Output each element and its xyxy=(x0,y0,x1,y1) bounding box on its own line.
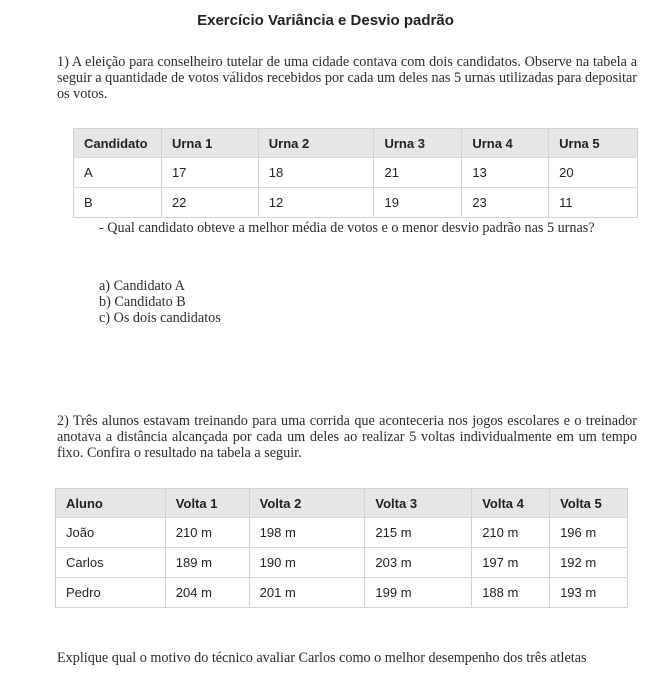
table-row xyxy=(56,578,628,608)
table-cell: 23 xyxy=(462,188,549,218)
option-c: c) Os dois candidatos xyxy=(99,310,221,326)
table-cell: 196 m xyxy=(550,518,628,548)
table-cell: 199 m xyxy=(365,578,472,608)
table-cell: 192 m xyxy=(550,548,628,578)
header-cell: Volta 2 xyxy=(249,489,365,518)
header-cell: Volta 3 xyxy=(365,489,472,518)
table-cell: 20 xyxy=(549,158,638,188)
table-row xyxy=(74,158,638,188)
header-cell: Urna 3 xyxy=(374,129,462,158)
question-2-prompt: Explique qual o motivo do técnico avaliar Carlos como o melhor desempenho dos três atletas xyxy=(57,650,587,666)
table-cell: 193 m xyxy=(550,578,628,608)
table-cell: 190 m xyxy=(249,548,365,578)
table-cell: 215 m xyxy=(365,518,472,548)
question-1-statement: 1) A eleição para conselheiro tutelar de uma cidade contava com dois candidatos. Observe na tabela a seguir a quantidade de votos válidos recebidos por cada um deles nas 5 urnas utilizadas para depositar os votos. xyxy=(57,54,637,102)
option-a: a) Candidato A xyxy=(99,278,185,294)
header-cell: Urna 1 xyxy=(161,129,258,158)
table-row xyxy=(56,548,628,578)
table-cell: 189 m xyxy=(165,548,249,578)
table-cell: 22 xyxy=(161,188,258,218)
table-cell: B xyxy=(74,188,162,218)
header-cell: Urna 5 xyxy=(549,129,638,158)
table-cell: 19 xyxy=(374,188,462,218)
table-cell: 203 m xyxy=(365,548,472,578)
table-cell: Pedro xyxy=(56,578,166,608)
header-cell: Urna 4 xyxy=(462,129,549,158)
header-cell: Aluno xyxy=(56,489,166,518)
table-cell: 18 xyxy=(258,158,374,188)
question-1-prompt: - Qual candidato obteve a melhor média de votos e o menor desvio padrão nas 5 urnas? xyxy=(99,220,595,236)
table-cell: 11 xyxy=(549,188,638,218)
laps-table xyxy=(55,488,628,608)
table-row xyxy=(74,188,638,218)
table-row xyxy=(56,518,628,548)
header-cell: Urna 2 xyxy=(258,129,374,158)
table-cell: Carlos xyxy=(56,548,166,578)
header-cell: Volta 4 xyxy=(472,489,550,518)
table-cell: 12 xyxy=(258,188,374,218)
table-cell: João xyxy=(56,518,166,548)
table-cell: 210 m xyxy=(472,518,550,548)
page-title: Exercício Variância e Desvio padrão xyxy=(197,12,454,29)
option-b: b) Candidato B xyxy=(99,294,186,310)
table-header-row xyxy=(74,129,638,158)
table-cell: A xyxy=(74,158,162,188)
votes-table xyxy=(73,128,638,218)
table-cell: 21 xyxy=(374,158,462,188)
table-cell: 188 m xyxy=(472,578,550,608)
answer-options xyxy=(99,278,221,326)
table-cell: 198 m xyxy=(249,518,365,548)
table-cell: 201 m xyxy=(249,578,365,608)
table-cell: 197 m xyxy=(472,548,550,578)
question-2-statement: 2) Três alunos estavam treinando para uma corrida que aconteceria nos jogos escolares e o treinador anotava a distância alcançada por cada um deles ao realizar 5 voltas individualmente em um tempo fixo. Confira o resultado na tabela a seguir. xyxy=(57,413,637,461)
table-cell: 204 m xyxy=(165,578,249,608)
header-cell: Volta 5 xyxy=(550,489,628,518)
table-cell: 17 xyxy=(161,158,258,188)
header-cell: Candidato xyxy=(74,129,162,158)
table-header-row xyxy=(56,489,628,518)
header-cell: Volta 1 xyxy=(165,489,249,518)
table-cell: 13 xyxy=(462,158,549,188)
table-cell: 210 m xyxy=(165,518,249,548)
